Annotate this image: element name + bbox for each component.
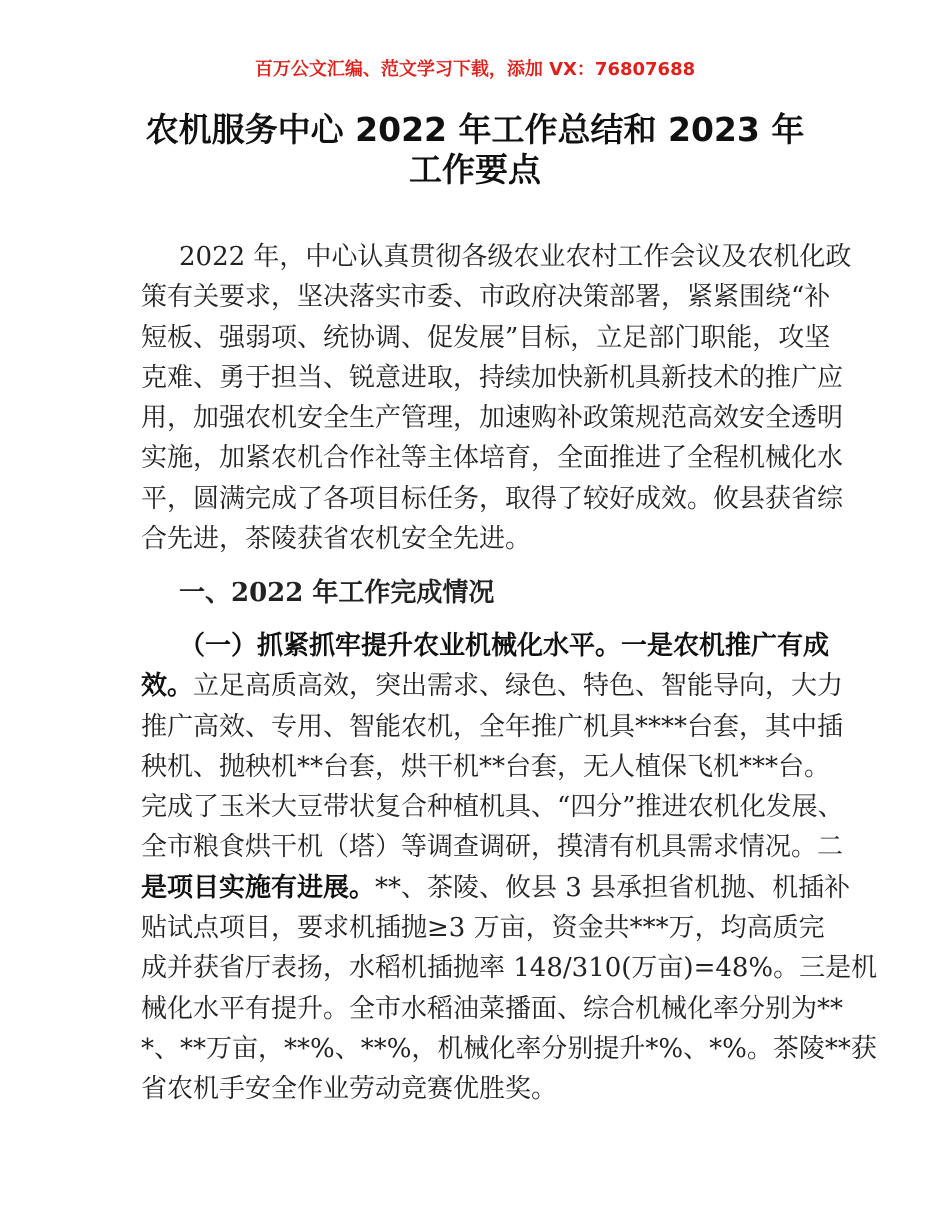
paragraph-line <box>141 666 844 706</box>
paragraph-line <box>141 1029 877 1069</box>
text: 推广高效、专用、智能农机，全年推广机具****台套，其中插 <box>141 711 844 742</box>
document-title <box>0 110 950 190</box>
text: 械化水平有提升。全市水稻油菜播面、综合机械化率分别为** <box>141 993 844 1024</box>
paragraph-line: 克难、勇于担当、锐意进取，持续加快新机具新技术的推广应 <box>141 362 844 393</box>
text: 贴试点项目，要求机插抛≥3 万亩，资金共***万，均高质完 <box>141 913 825 944</box>
section-paragraph <box>141 626 878 1110</box>
section-heading: 一、2022 年工作完成情况 <box>179 578 495 608</box>
title-line-2: 工作要点 <box>409 150 541 189</box>
header-banner: 百万公文汇编、范文学习下载，添加 VX：76807688 <box>254 59 696 80</box>
text: **、茶陵、攸县 3 县承担省机抛、机插补 <box>375 872 851 903</box>
paragraph-line <box>141 827 844 867</box>
bold-text: 效。 <box>141 671 194 702</box>
paragraph-line: 实施，加紧农机合作社等主体培育，全面推进了全程机械化水 <box>141 443 844 474</box>
paragraph-line: 合先进，茶陵获省农机安全先进。 <box>141 524 532 555</box>
text: *、**万亩，**%、**%，机械化率分别提升*%、*%。茶陵**获 <box>141 1033 877 1064</box>
paragraph-line <box>141 948 878 988</box>
text: 全市粮食烘干机（塔）等调查调研，摸清有机具需求情况。二 <box>141 832 844 863</box>
text: 完成了玉米大豆带状复合种植机具、“四分”推进农机化发展、 <box>141 792 844 823</box>
paragraph-line: 用，加强农机安全生产管理，加速购补政策规范高效安全透明 <box>141 403 844 434</box>
paragraph-line: 平，圆满完成了各项目标任务，取得了较好成效。攸县获省综 <box>141 483 844 514</box>
paragraph-line <box>141 868 851 908</box>
paragraph-line <box>141 1069 811 1109</box>
paragraph-line: 短板、强弱项、统协调、促发展”目标，立足部门职能，攻坚 <box>141 322 831 353</box>
text: 省农机手安全作业劳动竞赛优胜奖。 <box>141 1074 558 1105</box>
paragraph-line <box>141 908 825 948</box>
paragraph-line: 策有关要求，坚决落实市委、市政府决策部署，紧紧围绕“补 <box>141 282 831 313</box>
bold-text: （一）抓紧抓牢提升农业机械化水平。一是农机推广有成 <box>179 631 830 661</box>
paragraph-line: 2022 年，中心认真贯彻各级农业农村工作会议及农机化政 <box>179 242 852 272</box>
text: 秧机、抛秧机**台套，烘干机**台套，无人植保飞机***台。 <box>141 751 831 782</box>
bold-text: 是项目实施有进展。 <box>141 872 376 903</box>
paragraph-line <box>141 707 844 747</box>
paragraph-line <box>141 626 830 666</box>
paragraph-line <box>141 989 844 1029</box>
section-heading-block <box>141 573 811 613</box>
paragraph-line <box>141 747 831 787</box>
text: 成并获省厅表扬，水稻机插抛率 148/310(万亩)=48%。三是机 <box>141 953 878 984</box>
intro-paragraph <box>141 237 852 559</box>
title-line-1: 农机服务中心 2022 年工作总结和 2023 年 <box>145 110 805 149</box>
paragraph-line <box>141 787 844 827</box>
text: 立足高质高效，突出需求、绿色、特色、智能导向，大力 <box>193 671 844 702</box>
